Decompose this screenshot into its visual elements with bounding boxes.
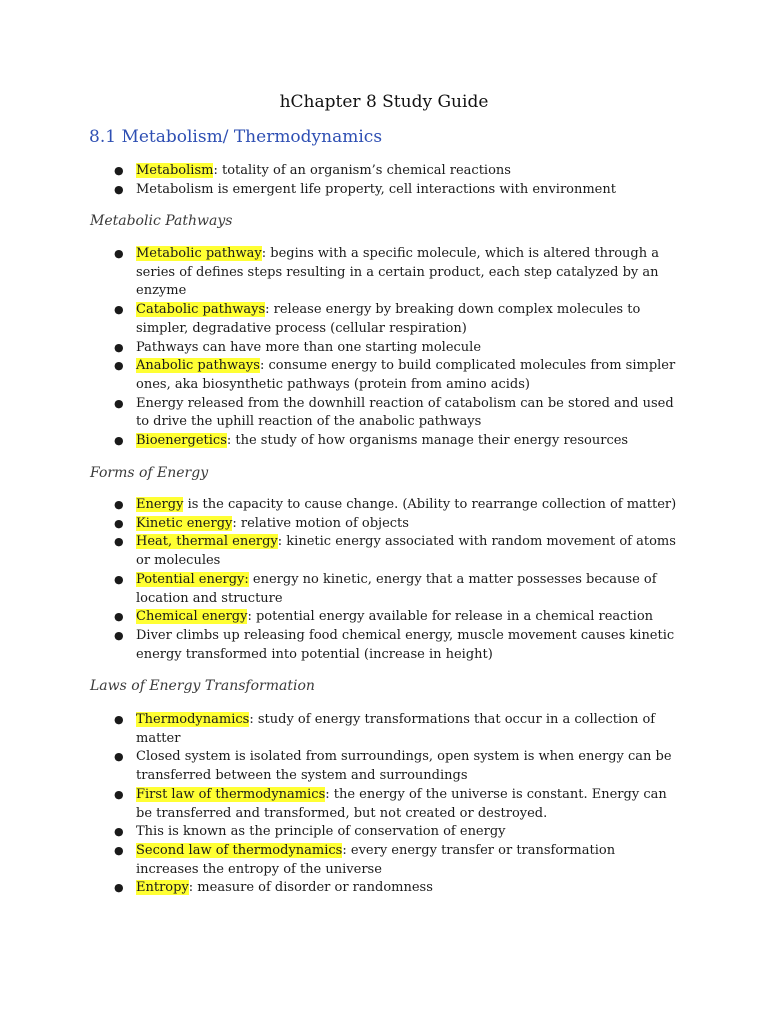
bullet-icon: ● (114, 572, 124, 586)
subheading-metabolic-pathways: Metabolic Pathways (90, 213, 233, 229)
intro-bullet-list (0, 162, 768, 199)
list-item (0, 823, 768, 842)
list-item (0, 162, 768, 181)
highlighted-term: Entropy (136, 880, 189, 896)
item-text: : the study of how organisms manage their energy resources (226, 433, 629, 449)
item-text: energy no kinetic, energy that a matter possesses because of location and structure (136, 571, 657, 606)
highlighted-term: Catabolic pathways (136, 302, 266, 318)
bullet-list-laws-of-energy (0, 711, 768, 898)
list-item (0, 748, 768, 785)
list-item (0, 432, 768, 451)
bullet-icon: ● (114, 247, 124, 260)
list-item (0, 515, 768, 534)
highlighted-term: Anabolic pathways (136, 358, 260, 374)
list-item (0, 879, 768, 898)
list-item (0, 357, 768, 394)
item-text: This is known as the principle of conservation of energy (136, 824, 506, 840)
highlighted-term: Bioenergetics (136, 433, 227, 449)
bullet-icon: ● (114, 787, 124, 801)
bullet-icon: ● (114, 881, 124, 895)
bullet-icon: ● (114, 843, 124, 857)
bullet-icon: ● (114, 713, 124, 726)
highlighted-term: Heat, thermal energy (136, 534, 278, 550)
subheading-forms-of-energy: Forms of Energy (90, 465, 209, 481)
highlighted-term: Metabolic pathway (136, 246, 262, 261)
bullet-icon: ● (114, 610, 124, 624)
highlighted-term: Potential energy: (136, 571, 249, 587)
item-text: is the capacity to cause change. (Ability to rearrange collection of matter) (183, 497, 677, 512)
bullet-icon: ● (114, 434, 124, 448)
bullet-icon: ● (114, 359, 124, 373)
item-text: Energy released from the downhill reaction of catabolism can be stored and used to drive the uphill reaction of the anabolic pathways (136, 395, 674, 430)
item-text: : every energy transfer or transformation increases the entropy of the universe (136, 842, 616, 877)
item-text: Metabolism is emergent life property, cell interactions with environment (136, 181, 616, 197)
item-text: Pathways can have more than one starting molecule (136, 339, 482, 355)
item-text: : consume energy to build complicated molecules from simpler ones, aka biosynthetic pathways (protein from amino acids) (136, 358, 676, 392)
item-text: : study of energy transformations that occur in a collection of matter (136, 712, 656, 746)
item-text: : begins with a specific molecule, which is altered through a series of defines steps resulting in a certain product, each step catalyzed by an enzyme (136, 246, 659, 299)
item-text: Diver climbs up releasing food chemical energy, muscle movement causes kinetic energy transformed into potential (increase in height) (136, 627, 675, 662)
bullet-icon: ● (114, 516, 124, 530)
list-item (0, 181, 768, 200)
item-text: : release energy by breaking down complex molecules to simpler, degradative process (cellular respiration) (136, 302, 641, 336)
list-item (0, 339, 768, 358)
list-item (0, 395, 768, 432)
highlighted-term: Metabolism (136, 163, 214, 178)
highlighted-term: Chemical energy (136, 609, 248, 625)
bullet-icon: ● (114, 628, 124, 642)
list-item (0, 842, 768, 879)
item-text: Closed system is isolated from surroundings, open system is when energy can be transferred between the system and surroundings (136, 749, 672, 784)
bullet-icon: ● (114, 750, 124, 764)
item-text: : potential energy available for release in a chemical reaction (247, 609, 654, 625)
bullet-icon: ● (114, 182, 124, 196)
bullet-icon: ● (114, 303, 124, 317)
item-text: : the energy of the universe is constant. Energy can be transferred and transformed, but not created or destroyed. (136, 786, 667, 821)
bullet-icon: ● (114, 825, 124, 839)
list-item (0, 786, 768, 823)
list-item (0, 245, 768, 301)
item-text: : measure of disorder or randomness (188, 880, 433, 896)
list-item (0, 301, 768, 338)
list-item (0, 571, 768, 608)
bullet-icon: ● (114, 164, 124, 177)
bullet-list-metabolic-pathways (0, 245, 768, 451)
list-item (0, 627, 768, 664)
list-item (0, 533, 768, 570)
section-heading: 8.1 Metabolism/ Thermodynamics (89, 127, 383, 147)
highlighted-term: Energy (136, 497, 184, 512)
subheading-laws-of-energy-transformation: Laws of Energy Transformation (90, 678, 315, 694)
page-title: hChapter 8 Study Guide (279, 92, 489, 112)
highlighted-term: Kinetic energy (136, 515, 233, 531)
list-item (0, 496, 768, 515)
highlighted-term: Second law of thermodynamics (136, 842, 343, 858)
highlighted-term: First law of thermodynamics (136, 786, 326, 802)
bullet-icon: ● (114, 340, 124, 354)
highlighted-term: Thermodynamics (136, 712, 250, 727)
list-item (0, 608, 768, 627)
list-item (0, 711, 768, 748)
bullet-icon: ● (114, 396, 124, 410)
item-text: : relative motion of objects (232, 515, 409, 531)
bullet-icon: ● (114, 535, 124, 549)
item-text: : totality of an organism’s chemical reactions (213, 163, 511, 178)
bullet-list-forms-of-energy (0, 496, 768, 664)
bullet-icon: ● (114, 498, 124, 511)
item-text: : kinetic energy associated with random movement of atoms or molecules (136, 534, 676, 569)
